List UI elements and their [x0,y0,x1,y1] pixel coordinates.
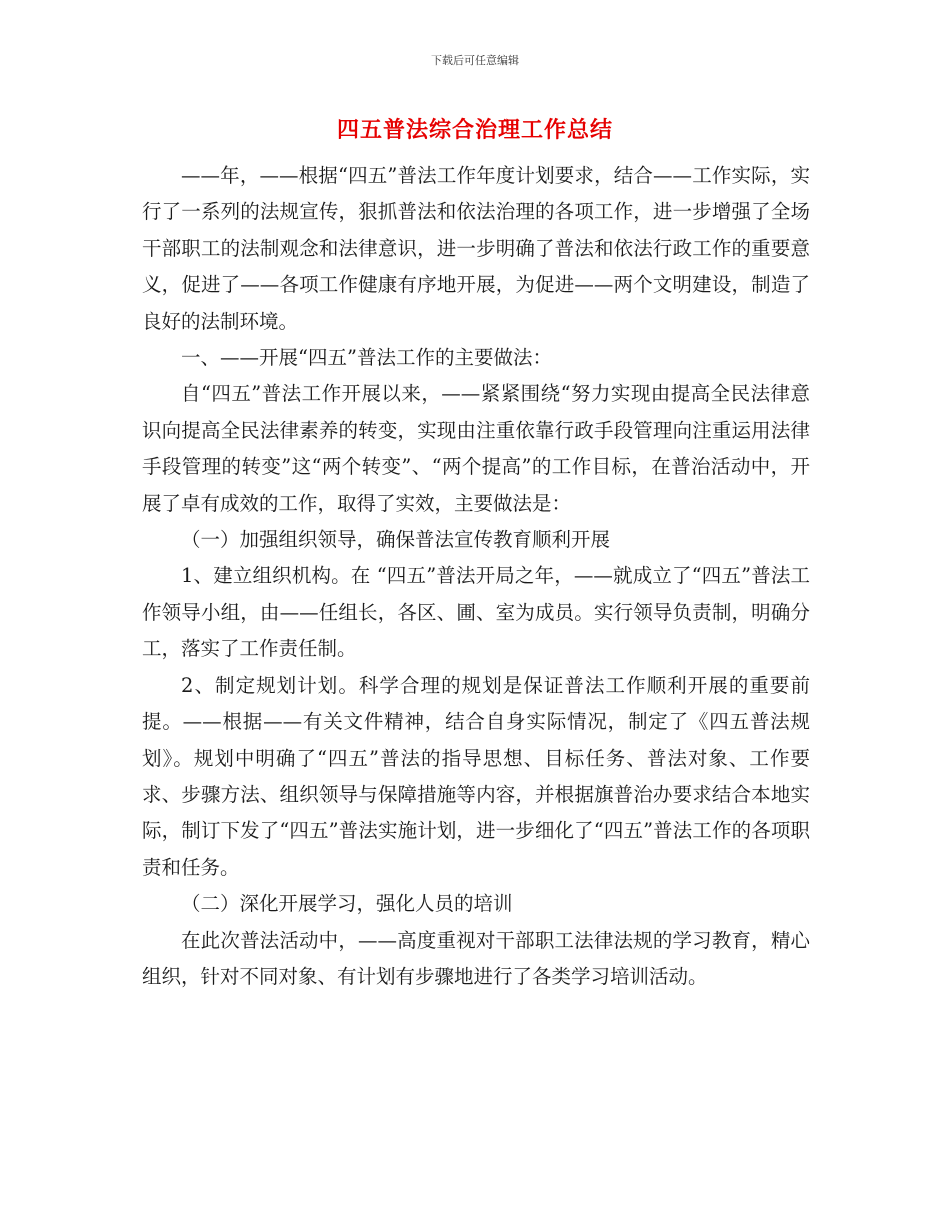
section-heading-1: 一、——开展“四五”普法工作的主要做法： [181,346,552,370]
page-header: 下载后可任意编辑 [431,54,519,67]
paragraph-training: 在此次普法活动中，——高度重视对干部职工法律法规的学习教育，精心组织，针对不同对象、有计划有步骤地进行了各类学习培训活动。 [142,928,810,988]
paragraph-section-1: 自“四五”普法工作开展以来，——紧紧围绕“努力实现由提高全民法律意识向提高全民法律素养的转变，实现由注重依靠行政手段管理向注重运用法律手段管理的转变”这“两个转变”、“两个提高”的工作目标，在普治活动中，开展了卓有成效的工作，取得了实效，主要做法是： [142,382,810,515]
paragraph-item-1: 1、建立组织机构。在 “四五”普法开局之年，——就成立了“四五”普法工作领导小组，由——任组长，各区、圃、室为成员。实行领导负责制，明确分工，落实了工作责任制。 [142,564,810,661]
paragraph-intro: ——年，——根据“四五”普法工作年度计划要求，结合——工作实际，实行了一系列的法规宣传，狠抓普法和依法治理的各项工作，进一步增强了全场干部职工的法制观念和法律意识，进一步明确了普法和依法行政工作的重要意义，促进了——各项工作健康有序地开展，为促进——两个文明建设，制造了良好的法制环境。 [142,164,810,333]
paragraph-item-2: 2、制定规划计划。科学合理的规划是保证普法工作顺利开展的重要前提。——根据——有关文件精神，结合自身实际情况，制定了《四五普法规划》。规划中明确了“四五”普法的指导思想、目标任务、普法对象、工作要求、步骤方法、组织领导与保障措施等内容，并根据旗普治办要求结合本地实际，制订下发了“四五”普法实施计划，进一步细化了“四五”普法工作的各项职责和任务。 [142,673,810,879]
subheading-1: （一）加强组织领导，确保普法宣传教育顺利开展 [181,528,611,552]
document-title: 四五普法综合治理工作总结 [336,117,613,143]
document-body [142,158,810,995]
subheading-2: （二）深化开展学习，强化人员的培训 [181,892,513,916]
